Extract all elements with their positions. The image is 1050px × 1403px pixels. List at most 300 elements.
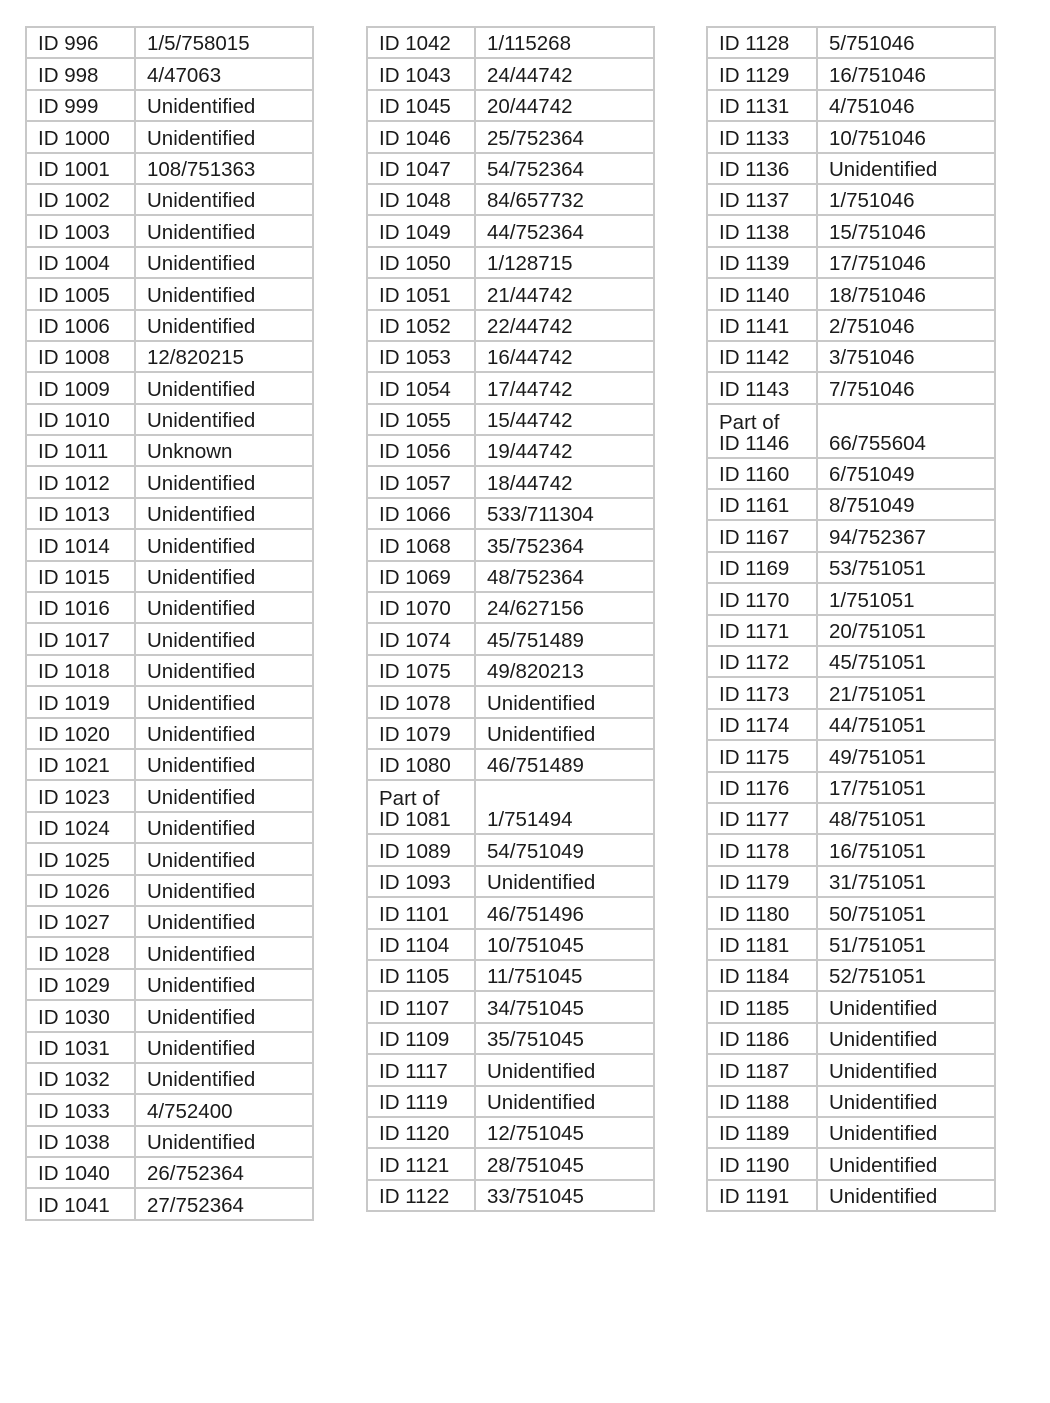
catalogue-number-cell: 35/751045 xyxy=(475,1023,654,1054)
id-label: ID 1142 xyxy=(719,346,790,370)
catalogue-number-cell: 10/751046 xyxy=(817,121,995,152)
catalogue-number-cell: 46/751496 xyxy=(475,897,654,928)
id-cell xyxy=(707,58,817,89)
id-label: ID 1024 xyxy=(38,817,110,841)
id-cell xyxy=(26,153,135,184)
id-cell xyxy=(367,310,475,341)
id-cell xyxy=(367,153,475,184)
id-label: ID 998 xyxy=(38,63,99,87)
id-cell xyxy=(26,184,135,215)
id-label: ID 1029 xyxy=(38,974,110,998)
catalogue-number-cell: Unidentified xyxy=(135,1000,313,1031)
table-row xyxy=(707,1054,995,1085)
id-cell xyxy=(367,561,475,592)
catalogue-number-cell: 46/751489 xyxy=(475,749,654,780)
catalogue-number-cell: 1/751051 xyxy=(817,583,995,614)
catalogue-number-cell: 20/44742 xyxy=(475,90,654,121)
id-cell xyxy=(707,646,817,677)
id-label: ID 1003 xyxy=(38,220,110,244)
id-cell xyxy=(367,1117,475,1148)
catalogue-number-cell: 52/751051 xyxy=(817,960,995,991)
id-cell xyxy=(707,247,817,278)
id-cell xyxy=(26,466,135,497)
id-cell xyxy=(367,991,475,1022)
id-cell xyxy=(26,247,135,278)
id-cell xyxy=(367,90,475,121)
id-label: ID 1019 xyxy=(38,691,110,715)
catalogue-number-cell: 84/657732 xyxy=(475,184,654,215)
table-row xyxy=(26,843,313,874)
id-cell xyxy=(26,906,135,937)
catalogue-number-cell: Unidentified xyxy=(135,749,313,780)
catalogue-number-cell: Unidentified xyxy=(135,718,313,749)
id-cell xyxy=(707,677,817,708)
catalogue-number-cell: Unidentified xyxy=(135,247,313,278)
id-label: ID 1009 xyxy=(38,377,110,401)
id-label: ID 1006 xyxy=(38,314,110,338)
catalogue-number-cell: 2/751046 xyxy=(817,310,995,341)
catalogue-number-cell: 1/5/758015 xyxy=(135,27,313,58)
id-label: ID 1057 xyxy=(379,471,451,495)
id-cell xyxy=(707,121,817,152)
catalogue-number-cell: Unidentified xyxy=(135,561,313,592)
catalogue-number-cell: Unidentified xyxy=(135,592,313,623)
catalogue-number-cell: 11/751045 xyxy=(475,960,654,991)
table-row xyxy=(26,686,313,717)
id-label: ID 1122 xyxy=(379,1185,450,1209)
table-row xyxy=(26,310,313,341)
id-cell xyxy=(26,655,135,686)
id-cell xyxy=(367,960,475,991)
id-label: ID 1081 xyxy=(379,808,451,832)
id-cell xyxy=(26,341,135,372)
id-cell xyxy=(367,655,475,686)
table-row xyxy=(367,184,654,215)
id-label: ID 1107 xyxy=(379,996,450,1020)
table-row xyxy=(707,709,995,740)
table-row xyxy=(26,1157,313,1188)
table-row xyxy=(26,278,313,309)
id-label: ID 1017 xyxy=(38,628,110,652)
table-row xyxy=(26,1000,313,1031)
id-cell xyxy=(26,843,135,874)
id-cell xyxy=(707,341,817,372)
catalogue-number-cell: 18/751046 xyxy=(817,278,995,309)
table-row xyxy=(707,153,995,184)
table-row xyxy=(707,184,995,215)
id-cell xyxy=(367,1148,475,1179)
id-label: ID 1172 xyxy=(719,651,790,675)
table-row xyxy=(26,153,313,184)
id-cell xyxy=(367,686,475,717)
id-label: ID 1138 xyxy=(719,220,790,244)
catalogue-number-cell: 21/751051 xyxy=(817,677,995,708)
id-label: ID 1093 xyxy=(379,871,451,895)
id-cell xyxy=(707,372,817,403)
table-row xyxy=(707,215,995,246)
id-cell xyxy=(707,1023,817,1054)
id-cell xyxy=(707,184,817,215)
table-row xyxy=(707,1148,995,1179)
table-row xyxy=(367,866,654,897)
id-cell xyxy=(707,772,817,803)
table-row xyxy=(26,1032,313,1063)
id-label: ID 1129 xyxy=(719,63,790,87)
table-row xyxy=(707,991,995,1022)
catalogue-number-cell: Unidentified xyxy=(135,1063,313,1094)
id-cell xyxy=(367,1086,475,1117)
id-label: ID 1121 xyxy=(379,1153,450,1177)
id-label: ID 1046 xyxy=(379,126,451,150)
id-label: ID 1038 xyxy=(38,1131,110,1155)
id-label: ID 1140 xyxy=(719,283,790,307)
table-row xyxy=(367,435,654,466)
catalogue-number-cell: Unidentified xyxy=(135,121,313,152)
id-cell xyxy=(707,520,817,551)
id-cell xyxy=(26,1126,135,1157)
id-cell xyxy=(26,1188,135,1219)
catalogue-number-cell: 94/752367 xyxy=(817,520,995,551)
catalogue-number-cell: 20/751051 xyxy=(817,615,995,646)
table-row xyxy=(707,278,995,309)
id-label: ID 1040 xyxy=(38,1162,110,1186)
catalogue-number-cell: Unidentified xyxy=(817,153,995,184)
id-cell xyxy=(26,1094,135,1125)
id-cell xyxy=(26,27,135,58)
id-cell xyxy=(707,1148,817,1179)
id-cell xyxy=(367,247,475,278)
catalogue-number-cell: 16/751051 xyxy=(817,834,995,865)
table-row xyxy=(367,58,654,89)
catalogue-number-cell: 4/751046 xyxy=(817,90,995,121)
table-row xyxy=(367,498,654,529)
table-row xyxy=(26,875,313,906)
table-row xyxy=(26,58,313,89)
table-row xyxy=(367,623,654,654)
table-row xyxy=(707,1180,995,1211)
table-row xyxy=(367,372,654,403)
id-cell xyxy=(367,215,475,246)
id-label: ID 1045 xyxy=(379,95,451,119)
table-row xyxy=(367,1054,654,1085)
id-cell xyxy=(26,875,135,906)
table-row xyxy=(707,27,995,58)
catalogue-number-cell: Unidentified xyxy=(135,529,313,560)
id-cell xyxy=(707,552,817,583)
id-cell xyxy=(707,458,817,489)
id-label: ID 1167 xyxy=(719,525,790,549)
id-label: ID 1181 xyxy=(719,933,790,957)
id-label: ID 1000 xyxy=(38,126,110,150)
catalogue-number-cell: Unidentified xyxy=(135,969,313,1000)
catalogue-number-cell: 22/44742 xyxy=(475,310,654,341)
id-label: ID 1052 xyxy=(379,314,451,338)
id-label: ID 1136 xyxy=(719,157,790,181)
table-row xyxy=(707,803,995,834)
id-label: ID 1013 xyxy=(38,503,110,527)
id-label: ID 1015 xyxy=(38,566,110,590)
catalogue-number-cell: 4/752400 xyxy=(135,1094,313,1125)
table-row xyxy=(707,834,995,865)
table-row xyxy=(367,90,654,121)
id-label: ID 1012 xyxy=(38,471,110,495)
catalogue-number-cell: 34/751045 xyxy=(475,991,654,1022)
catalogue-number-cell: 7/751046 xyxy=(817,372,995,403)
table-row xyxy=(26,969,313,1000)
id-cell xyxy=(26,404,135,435)
id-label: ID 1005 xyxy=(38,283,110,307)
table-row xyxy=(367,27,654,58)
id-label: ID 1028 xyxy=(38,942,110,966)
table-row xyxy=(26,812,313,843)
catalogue-number-cell: 533/711304 xyxy=(475,498,654,529)
id-label: ID 1031 xyxy=(38,1036,110,1060)
id-label: ID 1079 xyxy=(379,722,451,746)
id-label: ID 1169 xyxy=(719,557,790,581)
catalogue-number-cell: 54/752364 xyxy=(475,153,654,184)
table-row xyxy=(707,372,995,403)
catalogue-number-cell: 48/752364 xyxy=(475,561,654,592)
table-row xyxy=(367,404,654,435)
catalogue-number-cell: 26/752364 xyxy=(135,1157,313,1188)
table-row xyxy=(26,655,313,686)
id-cell xyxy=(367,372,475,403)
id-label: ID 1089 xyxy=(379,839,451,863)
id-cell xyxy=(367,341,475,372)
id-cell xyxy=(26,58,135,89)
id-label: ID 1189 xyxy=(719,1122,790,1146)
table-row xyxy=(707,1023,995,1054)
catalogue-number-cell: 24/627156 xyxy=(475,592,654,623)
catalogue-number-cell: 15/751046 xyxy=(817,215,995,246)
id-label: ID 1105 xyxy=(379,965,450,989)
id-cell xyxy=(26,1063,135,1094)
id-cell xyxy=(367,623,475,654)
id-cell xyxy=(26,90,135,121)
id-label: ID 1143 xyxy=(719,377,790,401)
catalogue-number-cell: 21/44742 xyxy=(475,278,654,309)
id-label: ID 1041 xyxy=(38,1193,110,1217)
catalogue-number-cell: Unidentified xyxy=(135,875,313,906)
id-label: ID 1054 xyxy=(379,377,451,401)
id-cell xyxy=(26,749,135,780)
id-cell xyxy=(367,592,475,623)
catalogue-number-cell: Unidentified xyxy=(135,215,313,246)
catalogue-number-cell: 31/751051 xyxy=(817,866,995,897)
table-row xyxy=(367,278,654,309)
id-label: ID 1179 xyxy=(719,871,790,895)
id-label: ID 1011 xyxy=(38,440,109,464)
table-row xyxy=(367,153,654,184)
catalogue-number-cell: 6/751049 xyxy=(817,458,995,489)
id-label: ID 1055 xyxy=(379,409,451,433)
id-label: ID 1175 xyxy=(719,745,790,769)
table-row xyxy=(367,215,654,246)
id-label: ID 1184 xyxy=(719,965,790,989)
id-label: ID 1174 xyxy=(719,714,790,738)
table-row xyxy=(26,247,313,278)
id-label: ID 1053 xyxy=(379,346,451,370)
id-label: ID 996 xyxy=(38,32,99,56)
id-cell xyxy=(707,404,817,458)
id-cell xyxy=(367,866,475,897)
table-row xyxy=(26,718,313,749)
table-row xyxy=(367,592,654,623)
table-row xyxy=(367,749,654,780)
table-row xyxy=(367,529,654,560)
id-cell xyxy=(707,803,817,834)
catalogue-number-cell: Unknown xyxy=(135,435,313,466)
id-cell xyxy=(707,278,817,309)
table-row xyxy=(707,929,995,960)
id-label: ID 1141 xyxy=(719,314,790,338)
catalogue-number-cell: Unidentified xyxy=(135,623,313,654)
catalogue-number-cell: 44/751051 xyxy=(817,709,995,740)
catalogue-number-cell: 35/752364 xyxy=(475,529,654,560)
id-cell xyxy=(367,58,475,89)
id-cell xyxy=(367,1054,475,1085)
catalogue-number-cell: Unidentified xyxy=(817,1054,995,1085)
id-cell xyxy=(26,561,135,592)
id-label: ID 1180 xyxy=(719,902,790,926)
catalogue-number-cell: 33/751045 xyxy=(475,1180,654,1211)
table-row xyxy=(367,780,654,834)
id-cell xyxy=(707,489,817,520)
id-cell xyxy=(26,529,135,560)
id-cell xyxy=(367,404,475,435)
catalogue-number-cell: 1/751494 xyxy=(475,780,654,834)
table-row xyxy=(707,740,995,771)
id-label: ID 1139 xyxy=(719,252,790,276)
id-cell xyxy=(707,1117,817,1148)
id-cell xyxy=(367,929,475,960)
id-label: ID 1131 xyxy=(719,95,790,119)
table-row xyxy=(707,866,995,897)
table-row xyxy=(26,121,313,152)
id-label: ID 1117 xyxy=(379,1059,448,1083)
table-row xyxy=(367,310,654,341)
id-cell xyxy=(26,812,135,843)
id-label: ID 1008 xyxy=(38,346,110,370)
catalogue-number-cell: 49/820213 xyxy=(475,655,654,686)
catalogue-number-cell: 54/751049 xyxy=(475,834,654,865)
id-label: ID 1074 xyxy=(379,628,451,652)
table-row xyxy=(26,341,313,372)
id-label: ID 1178 xyxy=(719,839,790,863)
id-cell xyxy=(367,749,475,780)
table-row xyxy=(26,1126,313,1157)
id-label: ID 1186 xyxy=(719,1028,790,1052)
id-label: ID 1042 xyxy=(379,32,451,56)
catalogue-number-cell: 44/752364 xyxy=(475,215,654,246)
table-row xyxy=(367,686,654,717)
id-label: ID 1023 xyxy=(38,785,110,809)
table-row xyxy=(26,466,313,497)
id-label: ID 1001 xyxy=(38,157,110,181)
id-label: ID 1075 xyxy=(379,660,451,684)
catalogue-number-cell: 3/751046 xyxy=(817,341,995,372)
catalogue-number-cell: Unidentified xyxy=(475,718,654,749)
id-label: ID 1120 xyxy=(379,1122,450,1146)
catalogue-number-cell: Unidentified xyxy=(135,184,313,215)
id-cell xyxy=(707,991,817,1022)
id-label: ID 1137 xyxy=(719,189,790,213)
table-row xyxy=(707,646,995,677)
id-cell xyxy=(26,937,135,968)
id-label: ID 1014 xyxy=(38,534,110,558)
id-cell xyxy=(26,215,135,246)
table-row xyxy=(367,121,654,152)
catalogue-number-cell: 16/751046 xyxy=(817,58,995,89)
id-label: ID 1078 xyxy=(379,691,451,715)
id-cell xyxy=(26,310,135,341)
id-label: ID 1161 xyxy=(719,494,790,518)
id-label: ID 1170 xyxy=(719,588,790,612)
id-label: ID 1033 xyxy=(38,1099,110,1123)
catalogue-number-cell: 15/44742 xyxy=(475,404,654,435)
table-row xyxy=(367,1180,654,1211)
table-row xyxy=(367,466,654,497)
catalogue-number-cell: 48/751051 xyxy=(817,803,995,834)
catalogue-number-cell: Unidentified xyxy=(135,372,313,403)
id-label: ID 1173 xyxy=(719,682,790,706)
catalogue-number-cell: Unidentified xyxy=(817,1148,995,1179)
id-label: ID 1016 xyxy=(38,597,110,621)
id-label: ID 1068 xyxy=(379,534,451,558)
id-cell xyxy=(367,718,475,749)
catalogue-number-cell: Unidentified xyxy=(135,937,313,968)
id-label: ID 1069 xyxy=(379,566,451,590)
table-row xyxy=(367,834,654,865)
part-of-label: Part of xyxy=(719,410,780,434)
id-label: ID 1026 xyxy=(38,879,110,903)
id-label: ID 1176 xyxy=(719,776,790,800)
catalogue-number-cell: Unidentified xyxy=(135,812,313,843)
table-row xyxy=(707,310,995,341)
table-row xyxy=(707,247,995,278)
catalogue-number-cell: Unidentified xyxy=(817,1086,995,1117)
table-row xyxy=(26,435,313,466)
id-cell xyxy=(367,27,475,58)
table-row xyxy=(26,592,313,623)
id-label: ID 1191 xyxy=(719,1185,790,1209)
id-cell xyxy=(26,718,135,749)
id-label: ID 1128 xyxy=(719,32,790,56)
catalogue-number-cell: 53/751051 xyxy=(817,552,995,583)
table-row xyxy=(367,1086,654,1117)
id-cell xyxy=(367,897,475,928)
table-row xyxy=(26,937,313,968)
catalogue-number-cell: 28/751045 xyxy=(475,1148,654,1179)
catalogue-number-cell: 27/752364 xyxy=(135,1188,313,1219)
id-label: ID 1160 xyxy=(719,463,790,487)
catalogue-number-cell: 1/128715 xyxy=(475,247,654,278)
id-label: ID 1188 xyxy=(719,1090,790,1114)
table-row xyxy=(707,90,995,121)
catalogue-number-cell: Unidentified xyxy=(817,1180,995,1211)
id-cell xyxy=(367,1180,475,1211)
table-row xyxy=(367,655,654,686)
id-cell xyxy=(367,529,475,560)
part-of-label: Part of xyxy=(379,787,440,811)
table-row xyxy=(707,677,995,708)
id-cell xyxy=(26,686,135,717)
id-cell xyxy=(367,121,475,152)
id-cell xyxy=(26,1000,135,1031)
id-label: ID 1185 xyxy=(719,996,790,1020)
catalogue-number-cell: Unidentified xyxy=(135,1126,313,1157)
id-cell xyxy=(26,1032,135,1063)
